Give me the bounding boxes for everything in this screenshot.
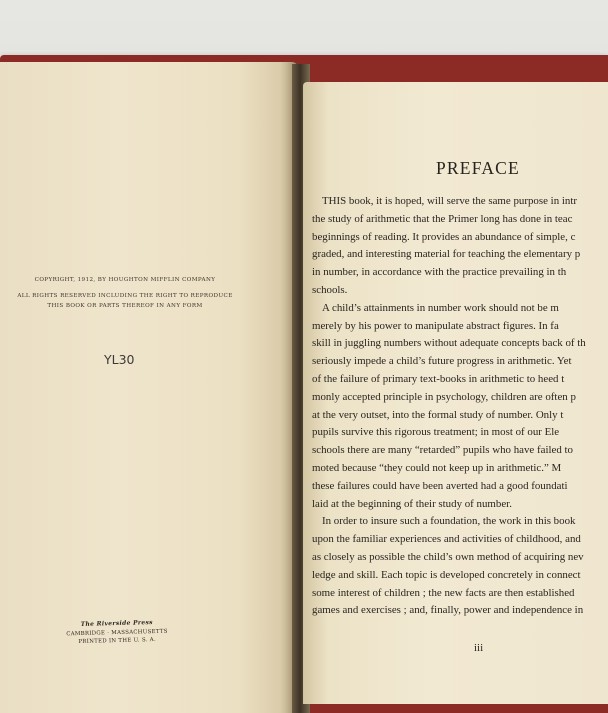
text-line: schools there are many “retarded” pupils who have failed to [312,444,573,457]
text-line: of the failure of primary text-books in arithmetic to heed t [312,372,565,385]
text-line: ledge and skill. Each topic is developed concretely in connect [312,568,581,581]
text-line: some interest of children ; the new facts are then established [312,586,575,599]
text-line: games and exercises ; and, finally, power and independence in [312,604,584,617]
text-line: monly accepted principle in psychology, children are often p [312,390,576,403]
press-name: The Riverside Press [80,619,153,628]
library-call-number: YL30 [104,352,135,367]
text-line: schools. [312,283,348,296]
text-line: skill in juggling numbers without adequate concepts back of th [312,337,586,350]
page-title: PREFACE [436,158,520,178]
text-line: at the very outset, into the formal study of number. Only t [312,408,564,421]
copyright-line: COPYRIGHT, 1912, BY HOUGHTON MIFFLIN COMPANY [34,277,216,283]
page-number: iii [474,642,484,654]
left-page [0,62,298,713]
text-line: upon the familiar experiences and activities of childhood, and [312,533,581,546]
printed-in: PRINTED IN THE U. S. A. [78,636,157,646]
copyright-notice [10,275,240,311]
text-line: pupils survive this rigorous treatment; in most of our Ele [312,426,560,439]
rights-line: THIS BOOK OR PARTS THEREOF IN ANY FORM [47,303,203,309]
text-line: as closely as possible the child’s own method of acquiring nev [312,550,584,563]
text-line: In order to insure such a foundation, the work in this book [322,515,576,528]
text-line: in number, in accordance with the practice prevailing in th [312,266,567,279]
preface-text [312,193,608,620]
text-line: these failures could have been averted had a good foundati [312,479,568,492]
text-line: A child’s attainments in number work should not be m [322,301,559,314]
text-line: the study of arithmetic that the Primer long has done in teac [312,212,573,225]
press-location: CAMBRIDGE · MASSACHUSETTS [66,628,168,637]
text-line: beginnings of reading. It provides an abundance of simple, c [312,230,576,243]
rights-line: ALL RIGHTS RESERVED INCLUDING THE RIGHT TO REPRODUCE [17,293,233,299]
printer-imprint [52,618,183,647]
text-line: graded, and interesting material for teaching the elementary p [312,248,581,261]
text-line: laid at the beginning of their study of number. [312,497,512,510]
text-line: merely by his power to manipulate abstract figures. In fa [312,319,559,332]
text-line: seriously impede a child’s future progress in arithmetic. Yet [312,355,572,368]
text-line: moted because “they could not keep up in arithmetic.” M [312,461,562,474]
text-line: THIS book, it is hoped, will serve the same purpose in intr [322,195,577,207]
